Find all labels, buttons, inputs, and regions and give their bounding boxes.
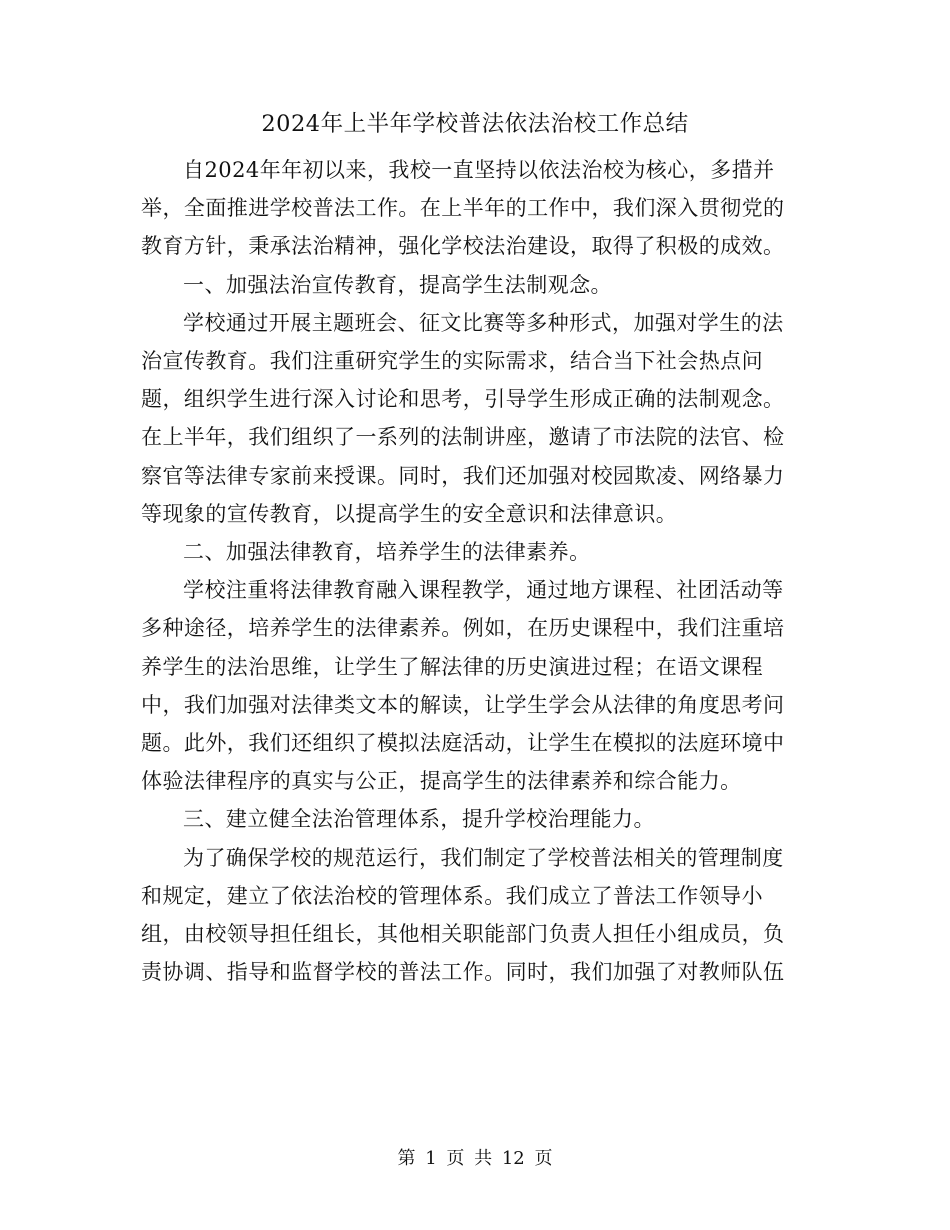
section-3-paragraph: 为了确保学校的规范运行，我们制定了学校普法相关的管理制度和规定，建立了依法治校的管理体系。我们成立了普法工作领导小组，由校领导担任组长，其他相关职能部门负责人担任小组成员，负责协调、指导和监督学校的普法工作。同时，我们加强了对教师队伍	[141, 845, 785, 985]
section-heading-1: 一、加强法治宣传教育，提高学生法制观念。	[183, 272, 612, 297]
document-body	[141, 151, 799, 991]
section-1-paragraph: 学校通过开展主题班会、征文比赛等多种形式，加强对学生的法治宣传教育。我们注重研究学生的实际需求，结合当下社会热点问题，组织学生进行深入讨论和思考，引导学生形成正确的法制观念。在上半年，我们组织了一系列的法制讲座，邀请了市法院的法官、检察官等法律专家前来授课。同时，我们还加强对校园欺凌、网络暴力等现象的宣传教育，以提高学生的安全意识和法律意识。	[141, 310, 785, 526]
intro-paragraph: 自2024年年初以来，我校一直坚持以依法治校为核心，多措并举，全面推进学校普法工作。在上半年的工作中，我们深入贯彻党的教育方针，秉承法治精神，强化学校法治建设，取得了积极的成效。	[141, 158, 785, 259]
section-heading-3: 三、建立健全法治管理体系，提升学校治理能力。	[183, 807, 655, 832]
section-2-paragraph: 学校注重将法律教育融入课程教学，通过地方课程、社团活动等多种途径，培养学生的法律素养。例如，在历史课程中，我们注重培养学生的法治思维，让学生了解法律的历史演进过程；在语文课程中，我们加强对法律类文本的解读，让学生学会从法律的角度思考问题。此外，我们还组织了模拟法庭活动，让学生在模拟的法庭环境中体验法律程序的真实与公正，提高学生的法律素养和综合能力。	[141, 578, 785, 794]
document-title: 2024年上半年学校普法依法治校工作总结	[261, 111, 689, 137]
page-number-footer: 第 1 页 共 12 页	[397, 1148, 553, 1169]
section-heading-2: 二、加强法律教育，培养学生的法律素养。	[183, 540, 591, 565]
